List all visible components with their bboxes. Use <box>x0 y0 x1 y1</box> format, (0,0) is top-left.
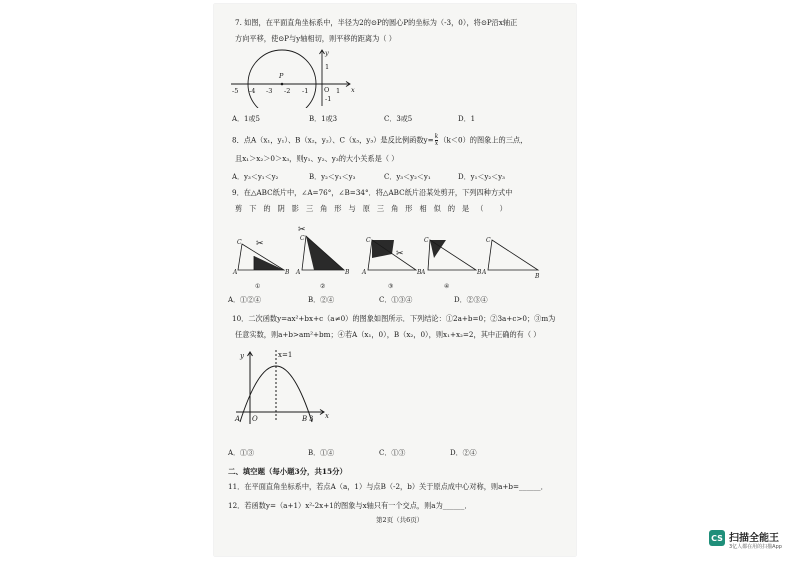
q7-circle-figure <box>228 46 358 108</box>
q7-point-p <box>281 83 284 86</box>
q9-original-label-b: B <box>535 273 540 280</box>
q10-x-label: x <box>325 412 329 420</box>
q9-figure-1 <box>232 239 290 290</box>
q10-parabola-figure <box>232 346 332 426</box>
q7-y-label: y <box>325 49 329 57</box>
q8-option-c: C．y₃＜y₂＜y₁ <box>384 173 431 181</box>
q9-fig3-label-a: A <box>362 269 367 276</box>
q10-a-label: A <box>235 415 241 423</box>
q9-fig4-label-c: C <box>424 237 429 244</box>
q9-fig1-label-c: C <box>237 239 242 246</box>
q7-tick-neg3: -3 <box>266 87 273 95</box>
q7-option-a: A．1或5 <box>232 115 260 123</box>
q9-fig3-label-b: B <box>417 269 422 276</box>
q9-fig2-label-b: B <box>345 269 350 276</box>
q8-fraction-numerator: k <box>434 133 439 140</box>
q7-option-b: B．1或3 <box>309 115 338 123</box>
q9-figure-3 <box>361 237 422 290</box>
q7-tick-neg2: -2 <box>284 87 291 95</box>
q7-option-c: C．3或5 <box>384 115 413 123</box>
q9-line2: 剪下的阴影三角形与原三角形相似的是（ ） <box>235 204 514 213</box>
q9-line1: 9．在△ABC纸片中，∠A=76°，∠B=34°．将△ABC纸片沿某处剪开，下列四种方式中 <box>232 188 513 197</box>
q7-tick-neg4: -4 <box>249 87 256 95</box>
q9-scissors-2: ✂ <box>298 225 306 235</box>
q10-option-c: C．①③ <box>379 449 406 457</box>
q9-label-4: ④ <box>444 283 450 290</box>
q9-figure-4 <box>420 237 482 290</box>
q7-line1: 7. 如图，在平面直角坐标系中，半径为2的⊙P的圆心P的坐标为（-3，0），将⊙P沿x轴正 <box>235 18 518 27</box>
q8-line2: 且x₁＞x₂＞0＞x₃，则y₁、y₂、y₃的大小关系是（ ） <box>235 154 399 163</box>
section-2-heading: 二、填空题（每小题3分，共15分） <box>228 467 347 476</box>
q7-y-tick-1: 1 <box>325 63 330 71</box>
q10-3-label: 3 <box>309 415 314 423</box>
q9-figure-original <box>481 237 540 280</box>
q10-y-label: y <box>240 352 244 360</box>
q8-line1 <box>232 134 527 147</box>
q8-line1-post: （k＜0）的图象上的三点， <box>439 135 528 145</box>
q9-fig1-shade <box>254 256 284 270</box>
q10-line1: 10．二次函数y=ax²+bx+c（a≠0）的图象如图所示．下列结论：①2a+b=0；②3a+c>0；③m为 <box>232 314 556 323</box>
q8-option-d: D．y₁＜y₂＜y₃ <box>458 173 505 181</box>
q9-figure-2 <box>295 225 350 290</box>
q10-b-label: B <box>302 415 308 423</box>
q11: 11．在平面直角坐标系中，若点A（a，1）与点B（-2，b）关于原点成中心对称，则a+b=______． <box>228 482 548 491</box>
q7-x-label: x <box>351 86 355 94</box>
exam-page <box>214 4 576 556</box>
q9-option-b: B．②④ <box>308 296 335 304</box>
q12: 12．若函数y=（a+1）x²-2x+1的图象与x轴只有一个交点，则a为______． <box>228 501 472 510</box>
q9-label-2: ② <box>320 283 326 290</box>
q9-fig1-label-a: A <box>233 269 238 276</box>
camscanner-tagline: 3亿人都在用的扫描App <box>729 544 782 550</box>
q9-fig3-label-c: C <box>366 237 371 244</box>
q7-tick-1: 1 <box>336 87 341 95</box>
q9-fig4-label-b: B <box>477 269 482 276</box>
q8-line1-pre: 8．点A（x₁，y₁）、B（x₂，y₂）、C（x₃，y₃）是反比例函数y= <box>232 135 434 145</box>
q10-axis-label: x=1 <box>278 351 293 359</box>
q9-option-d: D．②③④ <box>454 296 488 304</box>
q7-y-tick-neg1: -1 <box>325 95 332 103</box>
q7-origin-label: O <box>324 86 330 94</box>
q9-original-label-c: C <box>486 237 491 244</box>
q10-option-b: B．①④ <box>308 449 335 457</box>
q7-option-d: D．1 <box>458 115 476 123</box>
q9-fig2-label-c: C <box>300 235 305 242</box>
q8-fraction <box>435 134 439 147</box>
q10-o-label: O <box>252 415 258 423</box>
q9-fig2-label-a: A <box>296 269 301 276</box>
q7-p-label: P <box>279 72 284 80</box>
q8-option-a: A．y₃＜y₁＜y₂ <box>232 173 279 181</box>
q9-fig1-label-b: B <box>285 269 290 276</box>
q9-fig4-label-a: A <box>421 269 426 276</box>
page-footer: 第2页（共6页） <box>376 516 424 524</box>
q7-tick-neg1: -1 <box>302 87 309 95</box>
q7-line2: 方向平移，使⊙P与y轴相切，则平移的距离为（ ） <box>235 34 396 43</box>
q8-option-b: B．y₂＜y₁＜y₃ <box>309 173 356 181</box>
q10-option-d: D．②④ <box>450 449 477 457</box>
q10-option-a: A．①③ <box>228 449 255 457</box>
camscanner-logo-icon: CS <box>709 530 725 546</box>
q8-fraction-denominator: x <box>434 140 439 147</box>
q9-original-label-a: A <box>482 269 487 276</box>
q9-label-1: ① <box>255 283 261 290</box>
q9-option-c: C．①③④ <box>379 296 413 304</box>
q9-option-a: A．①②④ <box>228 296 262 304</box>
q10-line2: 任意实数，则a+b>am²+bm；④若A（x₁，0），B（x₂，0），则x₁+x₂=2，其中正确的有（ ） <box>235 330 541 339</box>
q9-original-triangle <box>488 240 538 270</box>
q9-triangle-figures <box>232 218 542 292</box>
q7-tick-neg5: -5 <box>232 87 239 95</box>
q9-scissors-3: ✂ <box>396 249 404 259</box>
q9-label-3: ③ <box>388 283 394 290</box>
q9-scissors-1: ✂ <box>256 239 264 249</box>
camscanner-name: 扫描全能王 <box>729 533 779 544</box>
